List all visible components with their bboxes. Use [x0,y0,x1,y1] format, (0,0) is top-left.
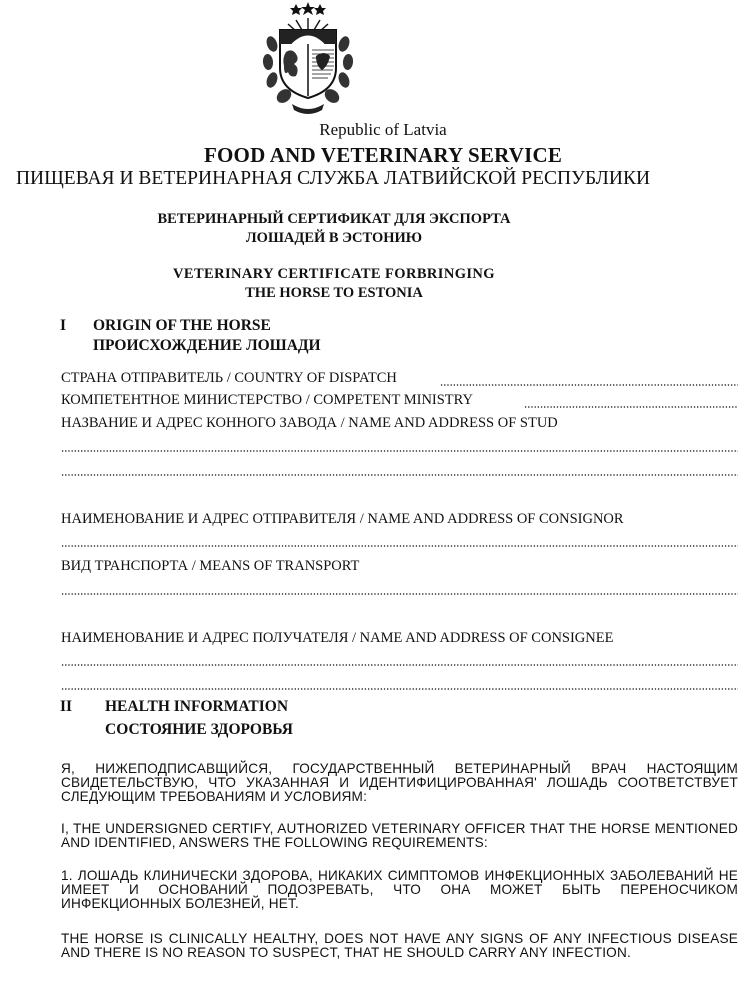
consignee-field-line-1[interactable] [61,664,738,666]
section2-number: II [60,698,73,715]
section1-number: I [60,317,67,334]
section2-title-en: HEALTH INFORMATION [105,698,289,715]
service-name-ru: ПИЩЕВАЯ И ВЕТЕРИНАРНАЯ СЛУЖБА ЛАТВИЙСКОЙ РЕСПУБЛИКИ [15,168,651,189]
section1-title-ru: ПРОИСХОЖДЕНИЕ ЛОШАДИ [93,337,321,354]
transport-field[interactable] [61,593,738,595]
consignor-label: НАИМЕНОВАНИЕ И АДРЕС ОТПРАВИТЕЛЯ / NAME AND ADDRESS OF CONSIGNOR [61,511,624,527]
service-name-en: FOOD AND VETERINARY SERVICE [203,143,563,167]
consignee-label: НАИМЕНОВАНИЕ И АДРЕС ПОЛУЧАТЕЛЯ / NAME AND ADDRESS OF CONSIGNEE [61,630,614,646]
section1-title-en: ORIGIN OF THE HORSE [93,317,271,334]
stud-field-line-2[interactable] [61,474,738,476]
certificate-title-ru: ВЕТЕРИНАРНЫЙ СЕРТИФИКАТ ДЛЯ ЭКСПОРТА [157,211,511,227]
latvia-coat-of-arms-icon [258,0,358,118]
country-of-dispatch-field[interactable] [440,384,738,386]
competent-ministry-field[interactable] [524,406,738,408]
requirement-1-ru: 1. ЛОШАДЬ КЛИНИЧЕСКИ ЗДОРОВА, НИКАКИХ СИМПТОМОВ ИНФЕКЦИОННЫХ ЗАБОЛЕВАНИЙ НЕ ИМЕЕТ И ОСНОВАНИЙ ПОДОЗРЕВАТЬ, ЧТО ОНА МОЖЕТ БЫТЬ ПЕРЕНОСЧИКОМ ИНФЕКЦИОННЫХ БОЛЕЗНЕЙ, НЕТ. [61,868,738,911]
stud-label: НАЗВАНИЕ И АДРЕС КОННОГО ЗАВОДА / NAME AND ADDRESS OF STUD [61,415,558,431]
section2-title-ru: СОСТОЯНИЕ ЗДОРОВЬЯ [105,721,293,738]
certificate-title-ru-line2: ЛОШАДЕЙ В ЭСТОНИЮ [245,230,423,246]
country-of-dispatch-label: СТРАНА ОТПРАВИТЕЛЬ / COUNTRY OF DISPATCH [61,370,397,386]
competent-ministry-label: КОМПЕТЕНТНОЕ МИНИСТЕРСТВО / COMPETENT MINISTRY [61,392,474,408]
certificate-title-en-line2: THE HORSE TO ESTONIA [245,285,423,301]
transport-label: ВИД ТРАНСПОРТА / MEANS OF TRANSPORT [61,558,360,574]
certificate-title-en: VETERINARY CERTIFICATE FORBRINGING [173,266,495,282]
consignee-field-line-2[interactable] [61,688,738,690]
stud-field-line-1[interactable] [61,450,738,452]
republic-name: Republic of Latvia [319,120,447,139]
declaration-ru: Я, НИЖЕПОДПИСАВЩИЙСЯ, ГОСУДАРСТВЕННЫЙ ВЕТЕРИНАРНЫЙ ВРАЧ НАСТОЯЩИМ СВИДЕТЕЛЬСТВУЮ, ЧТО УКАЗАННАЯ И ИДЕНТИФИЦИРОВАННАЯ' ЛОШАДЬ СООТВЕТСТВУЕТ СЛЕДУЮЩИМ ТРЕБОВАНИЯМ И УСЛОВИЯМ: [61,761,738,804]
consignor-field[interactable] [61,545,738,547]
requirement-1-en: THE HORSE IS CLINICALLY HEALTHY, DOES NOT HAVE ANY SIGNS OF ANY INFECTIOUS DISEASE AND THERE IS NO REASON TO SUSPECT, THAT HE SHOULD CARRY ANY INFECTION. [61,931,738,960]
declaration-en: I, THE UNDERSIGNED CERTIFY, AUTHORIZED VETERINARY OFFICER THAT THE HORSE MENTIONED AND IDENTIFIED, ANSWERS THE FOLLOWING REQUIREMENTS: [61,821,738,850]
